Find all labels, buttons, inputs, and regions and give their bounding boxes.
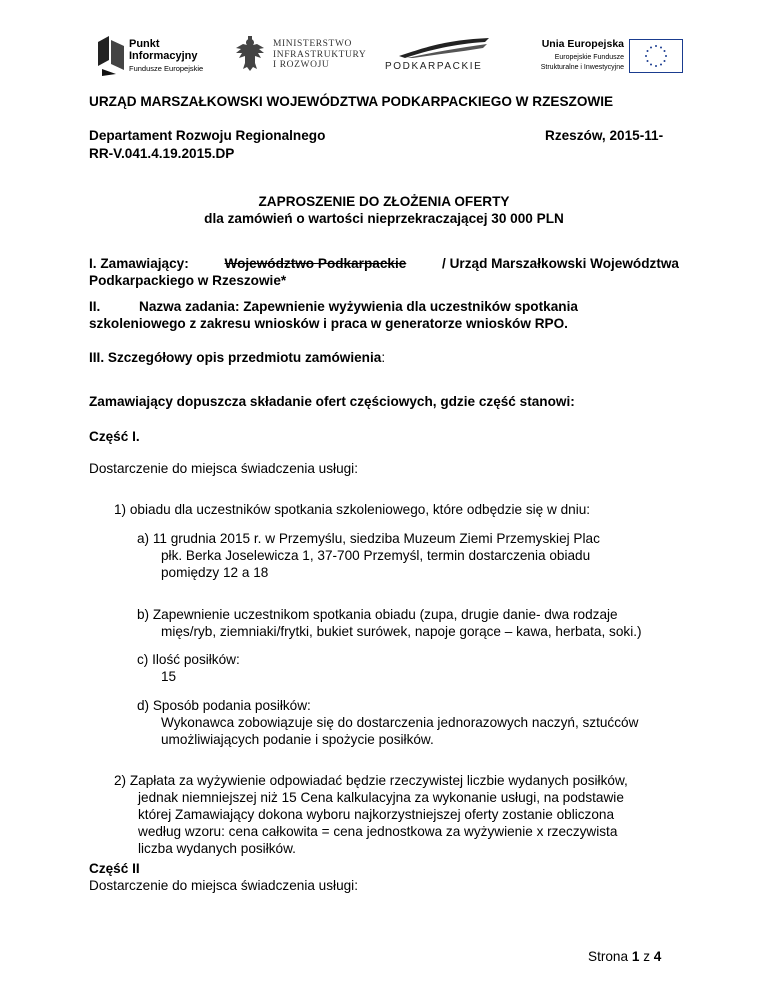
- item2-line3: której Zamawiający dokona wyboru najkorzystniejszej oferty zostanie obliczona: [138, 807, 615, 822]
- department-name: Departament Rozwoju Regionalnego: [89, 128, 326, 143]
- title-line2: dla zamówień o wartości nieprzekraczającej 30 000 PLN: [204, 211, 564, 226]
- part2-heading: Część II: [89, 861, 140, 876]
- item-a-line2: płk. Berka Joselewicza 1, 37-700 Przemyśl, termin dostarczenia obiadu: [161, 548, 591, 563]
- pif-line1: Punkt: [129, 38, 160, 50]
- section2-num: II.: [89, 299, 101, 314]
- ministry-line3: I ROZWOJU: [273, 60, 330, 70]
- reference-number: RR-V.041.4.19.2015.DP: [89, 146, 235, 161]
- page-current: 1: [631, 949, 640, 964]
- logo-eu: [523, 38, 683, 74]
- item-a-line3: pomiędzy 12 a 18: [161, 565, 269, 580]
- item-c-line1: c) Ilość posiłków:: [137, 652, 240, 667]
- title-line1: ZAPROSZENIE DO ZŁOŻENIA OFERTY: [258, 194, 510, 209]
- part1-item2: [114, 772, 628, 857]
- part1-item-b: [137, 606, 679, 640]
- section3-label: III. Szczegółowy opis przedmiotu zamówienia: [89, 350, 382, 365]
- item-d-line3: umożliwiających podanie i spożycie posiłków.: [161, 732, 434, 747]
- part1-item-d: [137, 697, 638, 748]
- item-b-line2: mięs/ryb, ziemniaki/frytki, bukiet surówek, napoje gorące – kawa, herbata, soki.): [161, 624, 642, 639]
- part1-item-a: [137, 530, 600, 581]
- page-z: z: [643, 949, 650, 964]
- item-a-line1: a) 11 grudnia 2015 r. w Przemyślu, siedziba Muzeum Ziemi Przemyskiej Plac: [137, 531, 600, 546]
- eu-line2: Europejskie Fundusze: [554, 54, 624, 61]
- eagle-icon: [233, 36, 267, 74]
- part1-item1: 1) obiadu dla uczestników spotkania szkoleniowego, które odbędzie się w dniu:: [114, 502, 591, 517]
- part2-delivery: Dostarczenie do miejsca świadczenia usługi:: [89, 878, 358, 893]
- item-c-line2: 15: [161, 669, 177, 684]
- eu-line3: Strukturalne i Inwestycyjne: [540, 64, 624, 71]
- section-task-name: [89, 298, 689, 332]
- partial-offers-note: Zamawiający dopuszcza składanie ofert częściowych, gdzie część stanowi:: [89, 394, 575, 409]
- pif-logo-icon: [96, 36, 126, 76]
- eu-flag-icon: [629, 39, 683, 73]
- ministry-line2: INFRASTRUKTURY: [273, 49, 367, 60]
- podkarpackie-label: PODKARPACKIE: [385, 61, 483, 72]
- logo-ministry: [233, 36, 373, 76]
- section-ordering-party: [89, 255, 679, 289]
- pif-line2: Informacyjny: [129, 50, 198, 62]
- part1-delivery: Dostarczenie do miejsca świadczenia usługi:: [89, 461, 358, 476]
- part1-heading: Część I.: [89, 429, 140, 444]
- document-title: [89, 193, 679, 227]
- item2-line4: według wzoru: cena całkowita = cena jednostkowa za wyżywienie x rzeczywista: [138, 824, 618, 839]
- item-d-line2: Wykonawca zobowiązuje się do dostarczenia jednorazowych naczyń, sztućców: [161, 715, 639, 730]
- section2-line2: szkoleniowego z zakresu wniosków i praca w generatorze wniosków RPO.: [89, 316, 568, 331]
- section2-line1: Nazwa zadania: Zapewnienie wyżywienia dla uczestników spotkania: [139, 299, 578, 314]
- section1-line2: Podkarpackiego w Rzeszowie*: [89, 273, 287, 288]
- part1-item-c: [137, 651, 240, 685]
- section1-rest: / Urząd Marszałkowski Województwa: [442, 256, 679, 271]
- page-total: 4: [653, 949, 662, 964]
- pif-line3: Fundusze Europejskie: [129, 64, 204, 73]
- ministry-line1: MINISTERSTWO: [273, 39, 352, 49]
- section3-colon: :: [381, 350, 386, 365]
- page-number: [588, 948, 661, 965]
- logo-podkarpackie: [383, 36, 505, 76]
- item2-line2: jednak niemniejszej niż 15 Cena kalkulacyjna za wykonanie usługi, na podstawie: [138, 790, 624, 805]
- item-b-line1: b) Zapewnienie uczestnikom spotkania obiadu (zupa, drugie danie- dwa rodzaje: [137, 607, 618, 622]
- logo-punkt-informacyjny: [96, 36, 212, 76]
- page-strona: Strona: [588, 949, 629, 964]
- section1-struck: Województwo Podkarpackie: [224, 256, 407, 271]
- office-title: URZĄD MARSZAŁKOWSKI WOJEWÓDZTWA PODKARPACKIEGO W RZESZOWIE: [89, 94, 614, 109]
- item2-line5: liczba wydanych posiłków.: [138, 841, 296, 856]
- podkarpackie-mountain-icon: [399, 38, 489, 58]
- place-date: Rzeszów, 2015-11-: [545, 128, 664, 143]
- eu-line1: Unia Europejska: [541, 38, 624, 50]
- section-description-heading: [89, 349, 385, 366]
- item-d-line1: d) Sposób podania posiłków:: [137, 698, 311, 713]
- item2-line1: 2) Zapłata za wyżywienie odpowiadać będzie rzeczywistej liczbie wydanych posiłków,: [114, 773, 628, 788]
- section1-label: I. Zamawiający:: [89, 256, 189, 271]
